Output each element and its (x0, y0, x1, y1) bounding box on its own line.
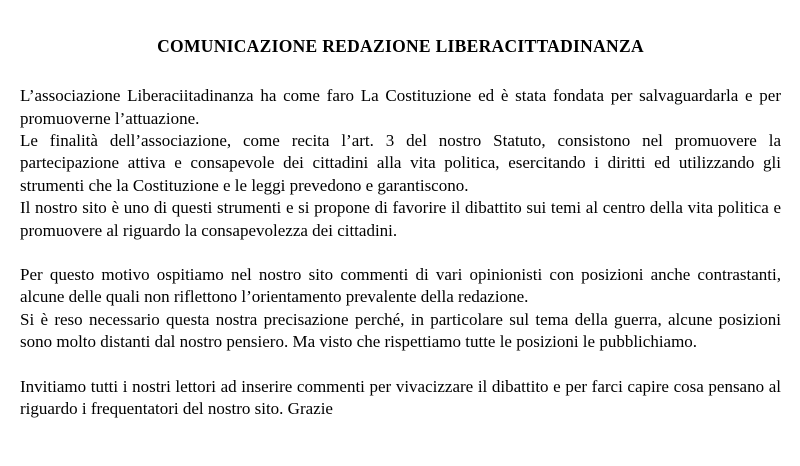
paragraph-association-mission: L’associazione Liberaciitadinanza ha come faro La Costituzione ed è stata fondata per salvaguardarla e per promuoverne l’attuazione. (20, 86, 781, 128)
paragraph-statute-goals: Le finalità dell’associazione, come recita l’art. 3 del nostro Statuto, consistono nel promuovere la partecipazione attiva e consapevole dei cittadini alla vita politica, esercitando i diritti ed utilizzando gli strumenti che la Costituzione e le leggi prevedono e garantiscono. (20, 130, 781, 195)
intro-block (20, 85, 781, 242)
invitation-block (20, 376, 781, 421)
paragraph-opinionists: Per questo motivo ospitiamo nel nostro sito commenti di vari opinionisti con posizioni anche contrastanti, alcune delle quali non riflettono l’orientamento prevalente della redazione. (20, 264, 781, 307)
paragraph-site-purpose: Il nostro sito è uno di questi strumenti e si propone di favorire il dibattito sui temi al centro della vita politica e promuovere al riguardo la consapevolezza dei cittadini. (20, 198, 781, 240)
opinions-block (20, 264, 781, 354)
paragraph-invitation: Invitiamo tutti i nostri lettori ad inserire commenti per vivacizzare il dibattito e per farci capire cosa pensano al riguardo i frequentatori del nostro sito. Grazie (20, 376, 781, 418)
paragraph-clarification: Si è reso necessario questa nostra precisazione perché, in particolare sul tema della guerra, alcune posizioni sono molto distanti dal nostro pensiero. Ma visto che rispettiamo tutte le posizioni le pubblichiamo. (20, 309, 781, 352)
document-title: COMUNICAZIONE REDAZIONE LIBERACITTADINANZA (157, 36, 644, 56)
